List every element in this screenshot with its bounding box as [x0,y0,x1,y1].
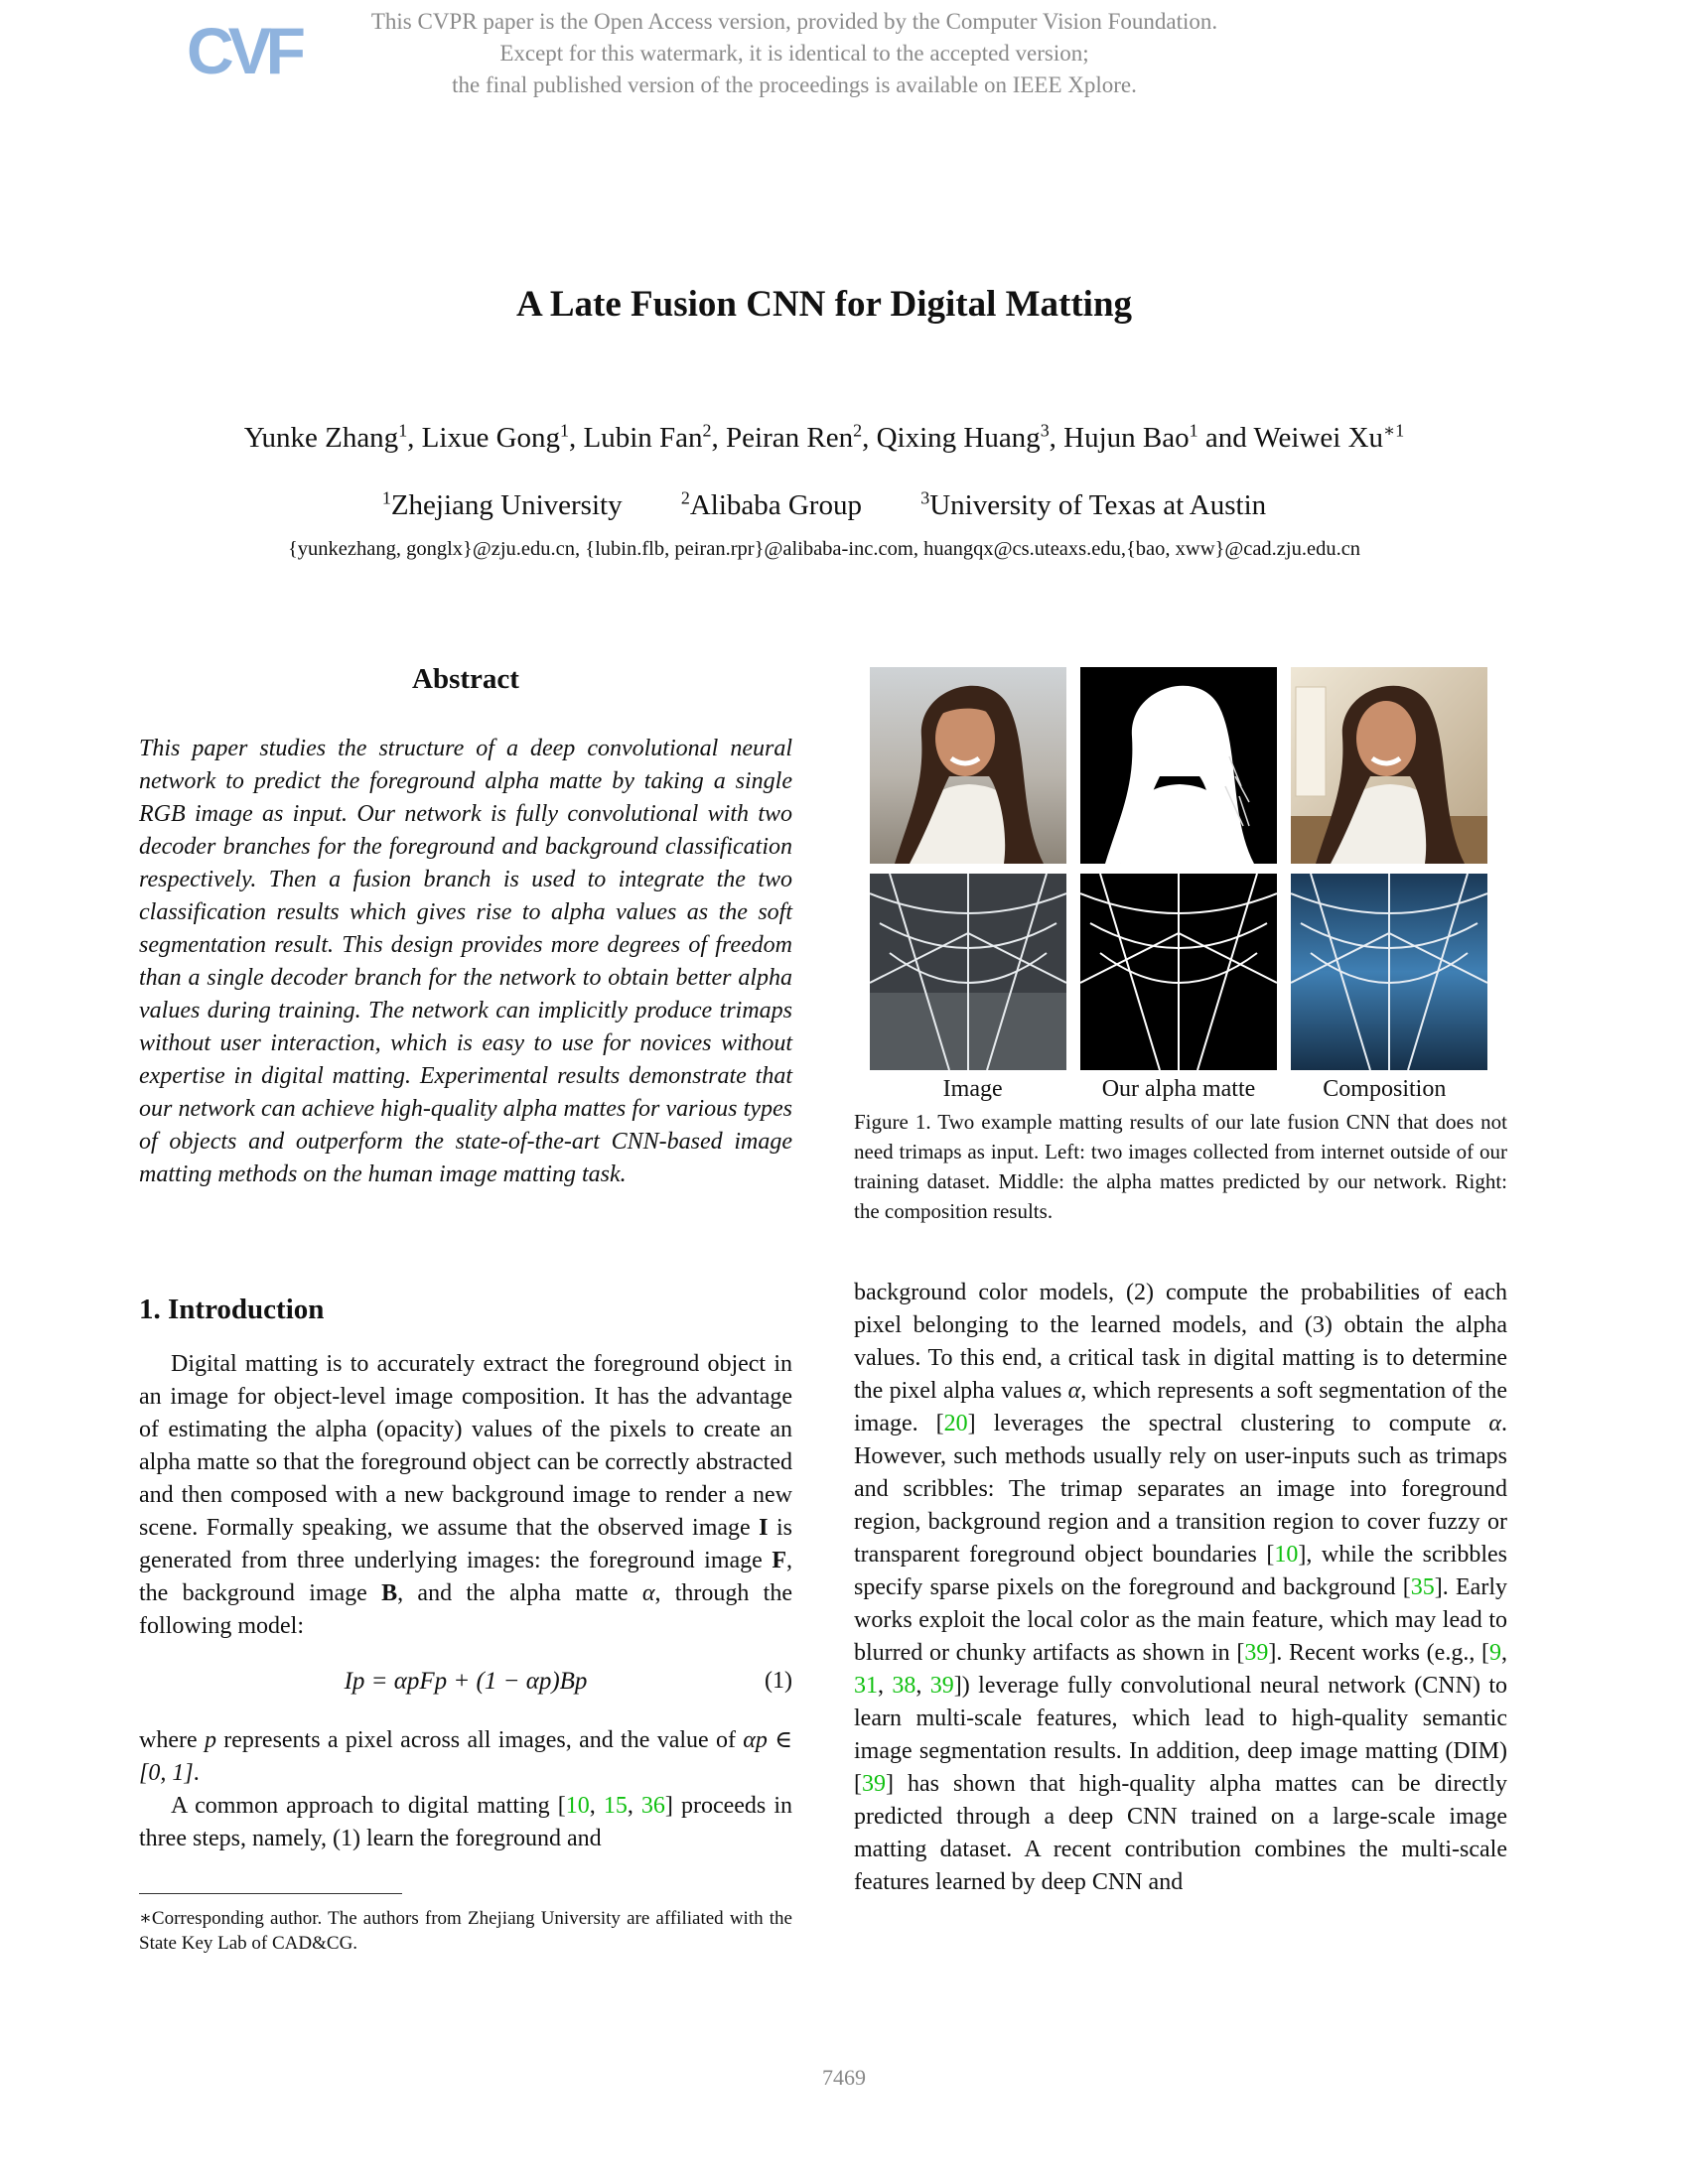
paragraph [139,1724,792,1790]
footnote: ∗Corresponding author. The authors from Zhejiang University are affiliated with the State Key Lab of CAD&CG. [139,1908,792,1954]
open-access-watermark [298,6,1291,101]
figure-column-labels [870,1076,1487,1103]
author-name: Lubin Fan [583,422,703,454]
citation-link[interactable]: 39 [929,1673,954,1699]
author-separator: , [711,422,727,454]
author-and: and [1197,422,1254,454]
watermark-line: This CVPR paper is the Open Access version, provided by the Computer Vision Foundation. [370,9,1218,34]
author-affiliation-mark: 2 [702,420,712,441]
author-separator: , [1049,422,1064,454]
abstract-heading: Abstract [412,663,519,695]
text-run: , and the alpha matte [397,1580,642,1606]
citation-link[interactable]: 10 [565,1793,590,1819]
math-symbol: I [759,1515,769,1541]
affiliation-mark: 1 [381,487,391,508]
text-run: , [627,1793,641,1819]
citation-link[interactable]: 15 [603,1793,628,1819]
equation-1 [139,1653,792,1710]
svg-text:CVF: CVF [187,14,300,87]
author-affiliation-mark: 1 [398,420,408,441]
text-run: . However, such methods usually rely on user-inputs such as trimaps and scribbles: The trimap separates an image into foreground region, background region and a transition region to cover fuzzy or transparent foreground object boundaries [ [854,1411,1507,1568]
web-input-image [870,874,1066,1070]
citation-link[interactable]: 39 [1244,1640,1269,1666]
watermark-line: the final published version of the proceedings is available on IEEE Xplore. [452,72,1137,97]
web-composition [1291,874,1487,1070]
figure-image-grid [870,667,1487,1070]
footnote-rule [139,1893,402,1894]
author-affiliation-mark: 2 [853,420,863,441]
text-run: ], while the scribbles specify sparse pixels on the foreground and background [ [854,1542,1507,1600]
citation-link[interactable]: 38 [892,1673,916,1699]
text-run: , [915,1673,930,1699]
text-run: ] proceeds in three steps, namely, (1) learn the foreground and [139,1793,792,1851]
text-run: , which represents a soft segmentation of the image. [ [854,1378,1507,1436]
figure-1-caption: Figure 1. Two example matting results of our late fusion CNN that does not need trimaps as input. Left: two images collected from internet outside of our training dataset. Middle: the alpha mattes predicted by our network. Right: the composition results. [854,1110,1507,1223]
citation-link[interactable]: 39 [862,1771,886,1797]
author-name: Yunke Zhang [243,422,399,454]
citation-link[interactable]: 20 [943,1411,968,1436]
text-run: A common approach to digital matting [ [171,1793,566,1819]
text-run: where [139,1727,205,1753]
text-run: background color models, (2) compute the probabilities of each pixel belonging to the learned models, and (3) obtain the alpha values. To this end, a critical task in digital matting is to determine the pixel alpha values [854,1280,1507,1404]
text-run: represents a pixel across all images, and the value of [215,1727,744,1753]
text-run: ]. Recent works (e.g., [ [1268,1640,1489,1666]
text-run: is generated from three underlying images: the foreground image [139,1515,793,1573]
paper-title: A Late Fusion CNN for Digital Matting [515,284,1133,325]
math-symbol: p [204,1727,216,1753]
paragraph [139,1348,792,1643]
citation-link[interactable]: 31 [854,1673,878,1699]
text-run: , [1501,1640,1507,1666]
author-affiliation-mark: ∗1 [1383,420,1405,441]
text-run: ] leverages the spectral clustering to compute [967,1411,1489,1436]
math-symbol: α [1488,1411,1501,1436]
text-run: , [878,1673,893,1699]
page-number: 7469 [822,2065,866,2090]
citation-link[interactable]: 35 [1410,1574,1435,1600]
paragraph [139,1790,792,1855]
math-symbol: α [1067,1378,1081,1404]
author-name: Hujun Bao [1063,422,1190,454]
affiliation [681,489,862,521]
cvf-logo-icon [185,12,309,101]
math-symbol: B [381,1580,398,1606]
author-name: Weiwei Xu [1253,422,1384,454]
affiliation-mark: 3 [920,487,930,508]
affiliation-name: Zhejiang University [390,489,623,521]
math-symbol: F [772,1548,786,1573]
affiliation-name: Alibaba Group [689,489,862,521]
figure-label-composition: Composition [1323,1076,1447,1102]
author-separator: , [569,422,584,454]
affiliation [382,489,623,521]
figure-label-alpha: Our alpha matte [1101,1076,1256,1102]
text-run: ] has shown that high-quality alpha mattes can be directly predicted through a deep CNN trained on a large-scale image matting dataset. A recent contribution combines the multi-scale features learned by deep CNN and [854,1771,1507,1895]
equation-number: (1) [765,1668,792,1694]
math-symbol: αp ∈ [0, 1] [139,1727,792,1786]
figure-1 [870,667,1487,1103]
text-run: , through the following model: [139,1580,792,1639]
author-affiliation-mark: 1 [1189,420,1198,441]
author-affiliation-mark: 1 [560,420,569,441]
portrait-alpha-matte [1080,667,1277,864]
paragraph [854,1277,1507,1899]
affiliation-name: University of Texas at Austin [929,489,1267,521]
author-affiliation-mark: 3 [1040,420,1050,441]
author-separator: , [862,422,877,454]
author-separator: , [407,422,422,454]
author-name: Qixing Huang [876,422,1041,454]
math-symbol: α [641,1580,655,1606]
citation-link[interactable]: 36 [640,1793,665,1819]
author-emails: {yunkezhang, gonglx}@zju.edu.cn, {lubin.flb, peiran.rpr}@alibaba-inc.com, huangqx@cs.uteaxs.edu,{bao, xww}@cad.zju.edu.cn [287,538,1361,560]
text-run: . [193,1760,200,1786]
author-name: Lixue Gong [421,422,561,454]
section-heading-introduction: 1. Introduction [139,1294,325,1325]
citation-link[interactable]: 10 [1274,1542,1299,1568]
citation-link[interactable]: 9 [1489,1640,1501,1666]
author-list [0,422,1648,455]
cvf-logo [185,12,309,101]
author-name: Peiran Ren [726,422,854,454]
web-alpha-matte [1080,874,1277,1070]
right-column-body [854,1277,1507,1899]
affiliation-list [0,489,1648,522]
introduction-body [139,1348,792,1855]
affiliation-mark: 2 [680,487,690,508]
text-run: Digital matting is to accurately extract the foreground object in an image for object-level image composition. It has the advantage of estimating the alpha (opacity) values of the pixels to create an alpha matte so that the foreground object can be correctly abstracted and then composed with a new background image to render a new scene. Formally speaking, we assume that the observed image [139,1351,792,1541]
portrait-composition [1291,667,1487,864]
text-run: , [589,1793,604,1819]
equation-expression: Ip = αpFp + (1 − αp)Bp [344,1668,588,1695]
figure-label-image: Image [942,1076,1003,1102]
abstract-text: This paper studies the structure of a deep convolutional neural network to predict the foreground alpha matte by taking a single RGB image as input. Our network is fully convolutional with two decoder branches for the foreground and background classification respectively. Then a fusion branch is used to integrate the two classification results which gives rise to alpha values as the soft segmentation result. This design provides more degrees of freedom than a single decoder branch for the network to obtain better alpha values during training. The network can implicitly produce trimaps without user interaction, which is easy to use for novices without expertise in digital matting. Experimental results demonstrate that our network can achieve high-quality alpha mattes for various types of objects and outperform the state-of-the-art CNN-based image matting methods on the human image matting task. [139,736,792,1187]
text-run: ]) leverage fully convolutional neural network (CNN) to learn multi-scale features, which lead to high-quality semantic image segmentation results. In addition, deep image matting (DIM) [ [854,1673,1507,1797]
text-run: ]. Early works exploit the local color as the main feature, which may lead to blurred or chunky artifacts as shown in [ [854,1574,1507,1666]
watermark-line: Except for this watermark, it is identical to the accepted version; [499,41,1089,66]
affiliation [920,489,1266,521]
portrait-input-image [870,667,1066,864]
text-run: , the background image [139,1548,792,1606]
